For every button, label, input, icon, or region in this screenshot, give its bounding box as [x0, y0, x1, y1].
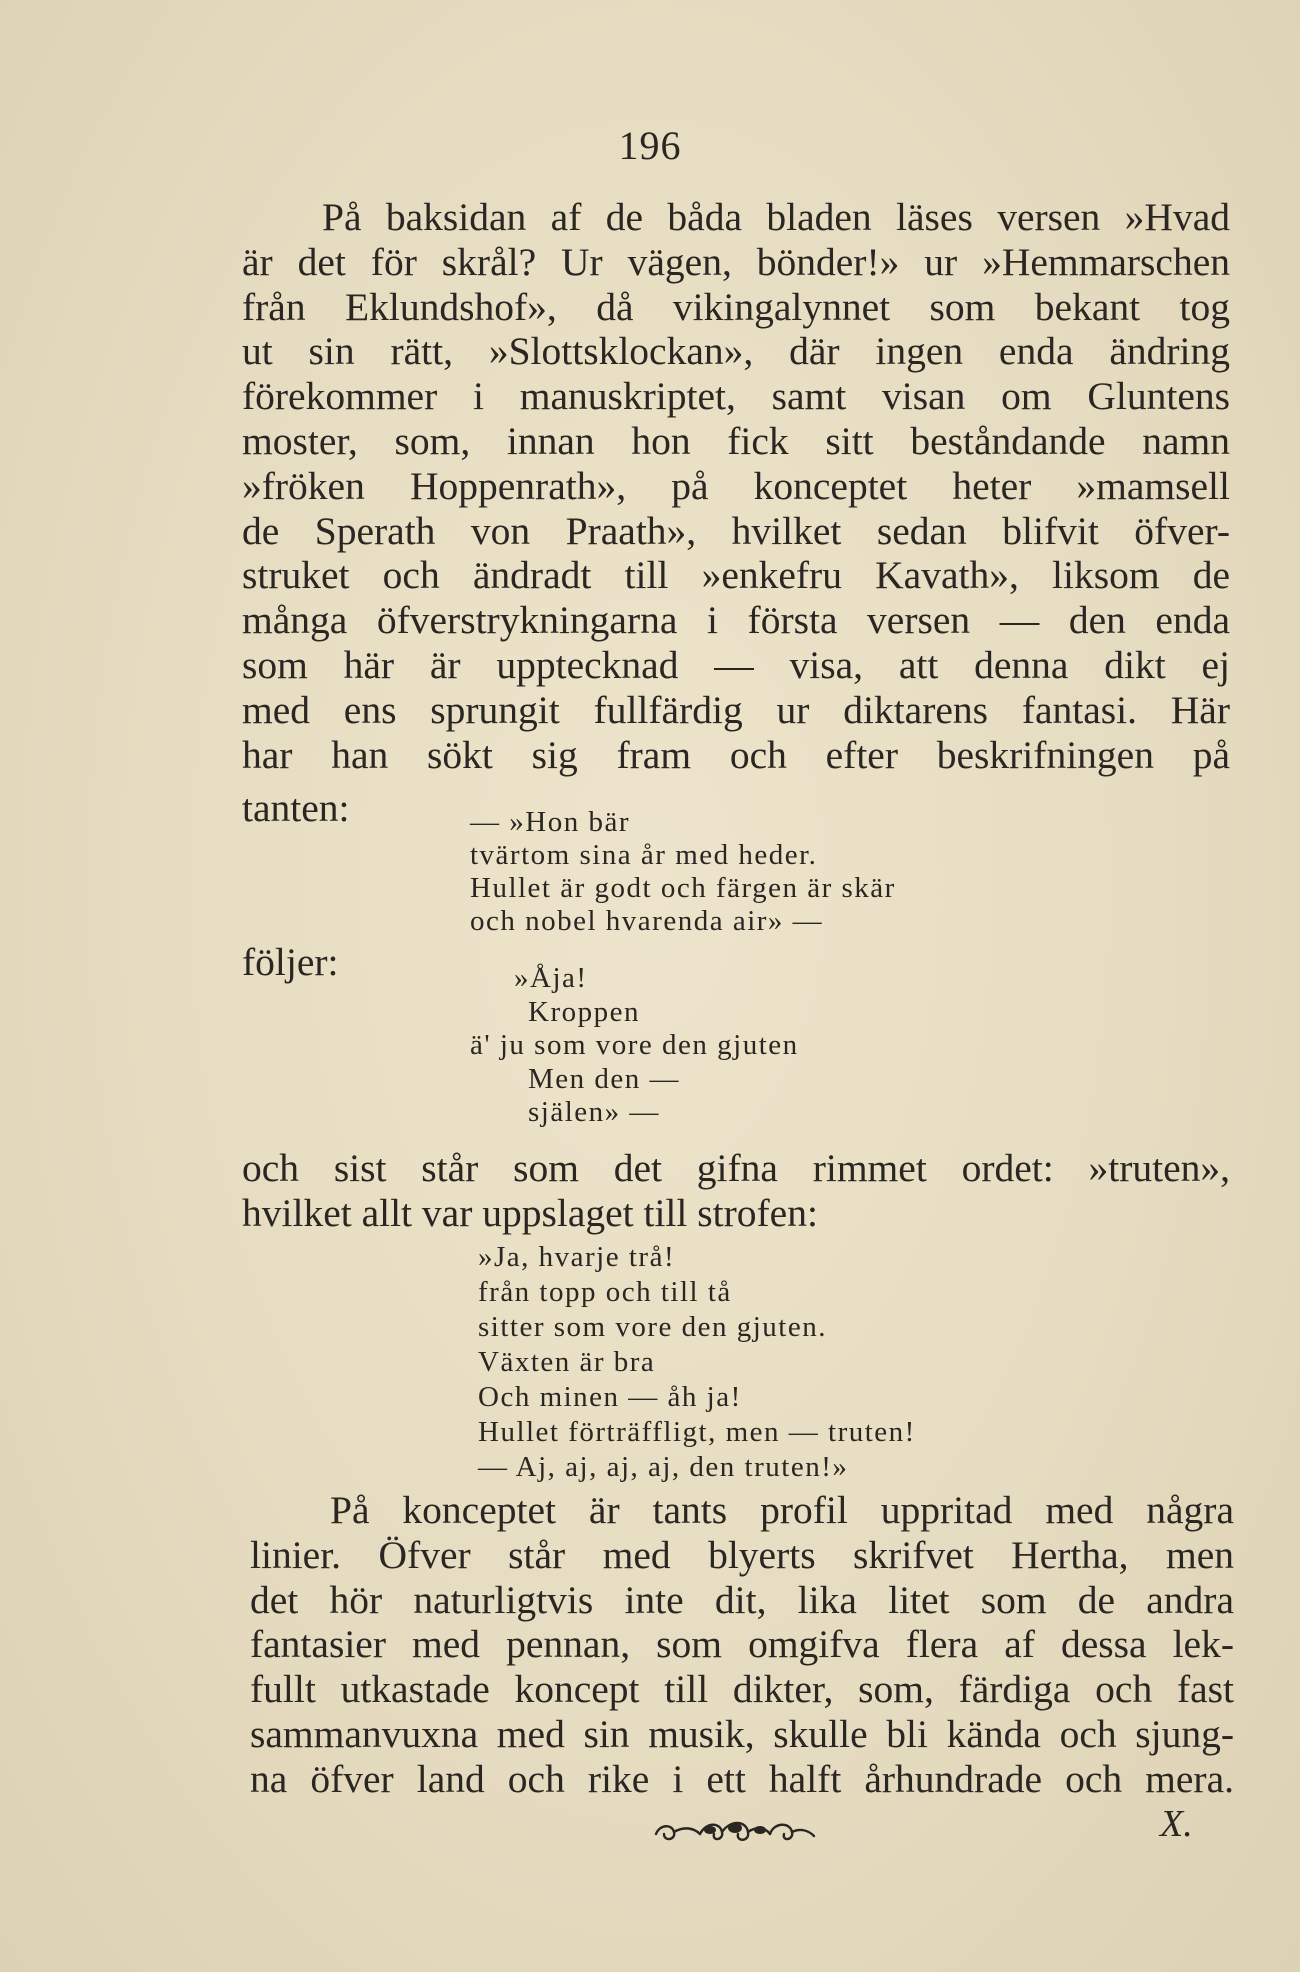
signature: X. [1160, 1803, 1193, 1845]
text-line: förekommer i manuskriptet, samt visan om Gluntens [242, 374, 1230, 419]
text-line: moster, som, innan hon fick sitt beståndande namn [242, 418, 1230, 463]
paragraph-3 [250, 1488, 1234, 1802]
text-line: fullt utkastade koncept till dikter, som, färdiga och fast [250, 1667, 1234, 1712]
verse-line: sitter som vore den gjuten. [478, 1311, 827, 1343]
verse-2 [470, 962, 799, 1130]
text-line: de Sperath von Praath», hvilket sedan blifvit öfver- [242, 508, 1230, 553]
label-foljer: följer: [242, 940, 339, 984]
paragraph-2 [242, 1146, 1230, 1236]
text-line: är det för skrål? Ur vägen, bönder!» ur »Hemmarschen [242, 239, 1230, 284]
text-line: det hör naturligtvis inte dit, lika litet som de andra [250, 1577, 1234, 1622]
verse-1 [470, 806, 896, 938]
page-number: 196 [618, 123, 682, 168]
verse-line: Hullet förträffligt, men — truten! [478, 1416, 916, 1448]
verse-line: — »Hon bär [470, 806, 630, 838]
text-line: många öfverstrykningarna i första versen — den enda [242, 598, 1230, 643]
text-line: På konceptet är tants profil uppritad med några [330, 1488, 1234, 1532]
verse-line: »Åja! [514, 962, 588, 994]
verse-line: ä' ju som vore den gjuten [470, 1029, 799, 1061]
text-line: sammanvuxna med sin musik, skulle bli kända och sjung- [250, 1711, 1234, 1756]
label-tanten: tanten: [242, 786, 350, 830]
verse-line: »Ja, hvarje trå! [478, 1241, 676, 1273]
text-line: från Eklundshof», då vikingalynnet som bekant tog [242, 284, 1230, 329]
verse-line: Men den — [528, 1062, 681, 1095]
verse-line: Och minen — åh ja! [478, 1381, 742, 1413]
text-line: »fröken Hoppenrath», på konceptet heter »mamsell [242, 463, 1230, 508]
verse-line: Växten är bra [478, 1346, 656, 1378]
text-line: fantasier med pennan, som omgifva flera af dessa lek- [250, 1622, 1234, 1667]
text-line: och sist står som det gifna rimmet ordet: »truten», [242, 1146, 1230, 1190]
text-line: ut sin rätt, »Slottsklockan», där ingen enda ändring [242, 329, 1230, 374]
verse-line: själen» — [528, 1096, 660, 1128]
verse-line: och nobel hvarenda air» — [470, 905, 824, 937]
text-line: struket och ändradt till »enkefru Kavath», liksom de [242, 553, 1230, 598]
paragraph-1 [242, 195, 1230, 777]
text-line: na öfver land och rike i ett halft århundrade och mera. [250, 1756, 1234, 1801]
verse-line: från topp och till tå [478, 1276, 732, 1308]
verse-line: tvärtom sina år med heder. [470, 839, 818, 871]
verse-line: Kroppen [528, 995, 640, 1028]
text-line: På baksidan af de båda bladen läses versen »Hvad [322, 195, 1230, 239]
text-line: med ens sprungit fullfärdig ur diktarens fantasi. Här [242, 687, 1230, 732]
verse-line: Hullet är godt och färgen är skär [470, 872, 896, 904]
ornament-icon [650, 1814, 820, 1848]
verse-line: — Aj, aj, aj, aj, den truten!» [478, 1451, 849, 1483]
text-line: linier. Öfver står med blyerts skrifvet Hertha, men [250, 1532, 1234, 1577]
text-line: som här är upptecknad — visa, att denna dikt ej [242, 642, 1230, 687]
text-line: hvilket allt var uppslaget till strofen: [242, 1190, 818, 1235]
verse-3 [478, 1240, 916, 1485]
text-line: har han sökt sig fram och efter beskrifningen på [242, 732, 1230, 777]
